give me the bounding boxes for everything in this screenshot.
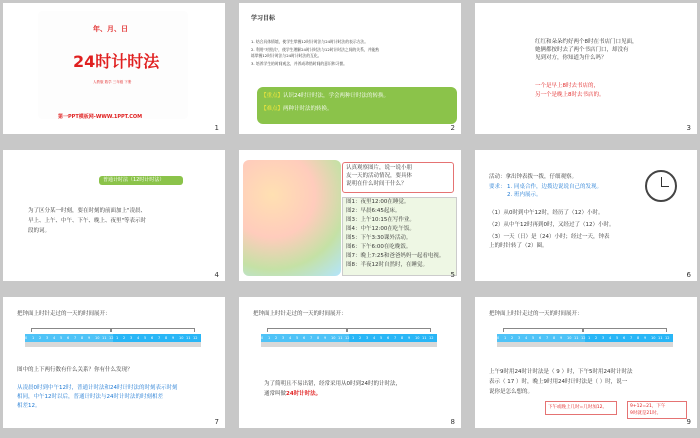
ruler-tick-label: 9 bbox=[172, 335, 175, 340]
ruler-tick-label: 2 bbox=[511, 335, 514, 340]
badge-text: 普通计时法（12时计时法） bbox=[103, 177, 165, 183]
difficulty-label: 【难点】 bbox=[261, 106, 284, 112]
ruler-tick-label: 12 bbox=[193, 335, 198, 340]
ruler-tick-label: 11 bbox=[422, 335, 427, 340]
ruler-tick-label: 10 bbox=[179, 335, 184, 340]
question-line-1: 上午9时用24时计时法是（ 9 ）时，下午5时用24时计时法 bbox=[489, 369, 633, 375]
question-line-3: 见到对方，你知道为什么吗？ bbox=[535, 55, 607, 61]
question-4: 上的时针转了（2）圈。 bbox=[489, 243, 548, 249]
slide-thumbnail-8[interactable] bbox=[239, 297, 461, 428]
ruler-tick-label: 6 bbox=[67, 335, 70, 340]
ruler-tick-label: 5 bbox=[380, 335, 383, 340]
ruler-tick-label: 3 bbox=[282, 335, 285, 340]
slide-thumbnail-4[interactable] bbox=[3, 150, 225, 281]
body-line-3: 段的词。 bbox=[28, 228, 51, 234]
answer-line-2: 另一个是晚上8时去书店的。 bbox=[535, 92, 605, 98]
hint-box bbox=[545, 401, 617, 415]
ruler-tick-label: 7 bbox=[546, 335, 549, 340]
slide-number: 1 bbox=[214, 124, 219, 132]
ruler-tick-label: 3 bbox=[366, 335, 369, 340]
ruler-tick-label: 10 bbox=[415, 335, 420, 340]
slide-number: 8 bbox=[450, 418, 455, 426]
requirement-1: 1. 同桌合作，边拨边说说自己的发现。 bbox=[507, 184, 602, 190]
focus-label: 【重点】 bbox=[261, 93, 284, 99]
body-line-2: 早上、上午、中午、下午、晚上、夜里"等表示时 bbox=[28, 218, 147, 224]
ruler-tick-label: 9 bbox=[408, 335, 411, 340]
list-item: 图7：晚上7:25和爸爸妈妈一起看电视。 bbox=[346, 253, 445, 259]
calc-line-1: 9+12=21，下午 bbox=[630, 404, 666, 409]
question-2: （2）从中午12时再到0时，又经过了（12）小时。 bbox=[489, 222, 615, 228]
answer-line-3: 相差12。 bbox=[17, 403, 41, 409]
question-text: 图中的上下两行数有什么关系？你有什么发现？ bbox=[17, 367, 133, 373]
ruler-tick-label: 7 bbox=[394, 335, 397, 340]
ruler-tick-label: 8 bbox=[165, 335, 168, 340]
ruler-tick-label: 12 bbox=[345, 335, 350, 340]
ruler-tick-label: 8 bbox=[317, 335, 320, 340]
slide-thumbnail-7[interactable] bbox=[3, 297, 225, 428]
slide-thumbnail-5[interactable] bbox=[239, 150, 461, 281]
body-line-2-text: 通常叫做 bbox=[264, 391, 287, 397]
ruler-tick-label: 10 bbox=[331, 335, 336, 340]
ruler-tick-label: 4 bbox=[373, 335, 376, 340]
ruler-tick-label: 12 bbox=[109, 335, 114, 340]
ruler-tick-label: 8 bbox=[553, 335, 556, 340]
body-line-1: 为了简明且不易出错，经常采用从0时到24时的计时法， bbox=[264, 381, 401, 387]
slide-number: 2 bbox=[450, 124, 455, 132]
slide-title: 把钟面上时针走过的一天的时间展开： bbox=[489, 311, 583, 317]
ruler-tick-label: 9 bbox=[560, 335, 563, 340]
ruler-tick-label: 5 bbox=[60, 335, 63, 340]
slide-number: 5 bbox=[450, 271, 455, 279]
ruler-tick-label: 0 bbox=[497, 335, 500, 340]
ruler-tick-label: 3 bbox=[130, 335, 133, 340]
goal-line-4: 3. 培养学生的时间观念，并养成珍惜时间的意识和习惯。 bbox=[251, 61, 347, 66]
requirement-label: 要求： bbox=[489, 184, 506, 190]
list-item: 图4：中午12:00在吃午饭。 bbox=[346, 226, 415, 232]
slide-number: 3 bbox=[686, 124, 691, 132]
slide-footer: 第一PPT模板网-WWW.1PPT.COM bbox=[58, 114, 143, 120]
ruler-tick-label: 3 bbox=[518, 335, 521, 340]
goal-line-1: 1. 结合具体情境，使学生掌握12时计时法与24时计时法的表示方法。 bbox=[251, 39, 369, 44]
difficulty-text: 两种计时法的转换。 bbox=[283, 106, 333, 112]
question-1: （1）从0时到中午12时，经历了（12）小时。 bbox=[489, 210, 604, 216]
slide-number: 7 bbox=[214, 418, 219, 426]
highlight-term: 24时计时法。 bbox=[286, 391, 322, 397]
ruler-tick-label: 8 bbox=[637, 335, 640, 340]
ruler-tick-label: 4 bbox=[53, 335, 56, 340]
ruler-tick-label: 11 bbox=[102, 335, 107, 340]
ruler-tick-label: 2 bbox=[275, 335, 278, 340]
ruler-tick-label: 8 bbox=[81, 335, 84, 340]
ruler-tick-label: 5 bbox=[532, 335, 535, 340]
ruler-tick-label: 11 bbox=[338, 335, 343, 340]
question-line-3: 说你是怎么想的。 bbox=[489, 389, 534, 395]
ruler-tick-label: 2 bbox=[123, 335, 126, 340]
calc-line-2: 9时就是21时。 bbox=[630, 411, 662, 416]
ruler-tick-label: 9 bbox=[324, 335, 327, 340]
slide-heading: 学习目标 bbox=[251, 15, 276, 22]
ruler-tick-label: 11 bbox=[574, 335, 579, 340]
question-3: （3）一天（日）是（24）小时；经过一天，钟表 bbox=[489, 234, 610, 240]
slide-number: 6 bbox=[686, 271, 691, 279]
ruler-tick-label: 12 bbox=[665, 335, 670, 340]
requirement-2: 2. 班内展示。 bbox=[507, 192, 542, 198]
ruler-tick-label: 6 bbox=[151, 335, 154, 340]
method-badge bbox=[99, 176, 183, 185]
ruler-tick-label: 10 bbox=[651, 335, 656, 340]
speech-bubble bbox=[342, 162, 454, 193]
calc-box bbox=[627, 401, 687, 419]
ruler-tick-label: 0 bbox=[261, 335, 264, 340]
slide-title: 24时计时法 bbox=[73, 52, 160, 71]
body-line-1: 为了区分某一时刻，要在时刻的前面加上"凌晨、 bbox=[28, 208, 147, 214]
activity-list bbox=[342, 197, 457, 276]
clock-icon bbox=[645, 170, 677, 202]
ruler-tick-label: 5 bbox=[144, 335, 147, 340]
ruler-tick-label: 3 bbox=[46, 335, 49, 340]
focus-box bbox=[257, 87, 457, 124]
ruler-tick-label: 1 bbox=[268, 335, 271, 340]
question-line-1: 红红和朵朵约好两个8时在书店门口见面， bbox=[535, 39, 638, 45]
hint-text: 下午或晚上几时=几时加12。 bbox=[548, 405, 607, 410]
ruler-tick-label: 4 bbox=[137, 335, 140, 340]
ruler-tick-label: 2 bbox=[39, 335, 42, 340]
ruler-tick-label: 3 bbox=[602, 335, 605, 340]
ruler-tick-label: 11 bbox=[658, 335, 663, 340]
slide-subtitle: 人教版 数学 三年级 下册 bbox=[93, 80, 132, 84]
ruler-tick-label: 9 bbox=[644, 335, 647, 340]
answer-line-1: 一个是早上8时去书店的， bbox=[535, 83, 600, 89]
ruler-tick-label: 0 bbox=[25, 335, 28, 340]
ruler-tick-label: 4 bbox=[609, 335, 612, 340]
goal-line-2: 2. 利用"对照式"，使学生理解24时计时法与12时计时法之间的关系，并能熟 bbox=[251, 47, 380, 52]
question-line-2: 表示（ 17 ）时，晚上9时用24时计时法是（ ）时，说一 bbox=[489, 379, 628, 385]
slide-title: 把钟面上时针走过的一天的时间展开： bbox=[17, 311, 111, 317]
list-item: 图2：早晨6:45起床。 bbox=[346, 208, 401, 214]
bubble-line-1: 认真观察图片，说一说小朋 bbox=[346, 165, 413, 171]
ruler-tick-label: 7 bbox=[158, 335, 161, 340]
ruler-tick-label: 5 bbox=[296, 335, 299, 340]
focus-text: 认识24时计时法，学会两种计时法的转换。 bbox=[283, 93, 390, 99]
ruler-tick-label: 12 bbox=[429, 335, 434, 340]
ruler-tick-label: 1 bbox=[32, 335, 35, 340]
ruler-tick-label: 7 bbox=[74, 335, 77, 340]
ruler-tick-label: 2 bbox=[595, 335, 598, 340]
question-line-2: 她俩都按时去了两个书店门口，却没有 bbox=[535, 47, 629, 53]
answer-line-1: 从凌晨0时到中午12时，普通计时法和24时计时法的时刻表示时刻 bbox=[17, 385, 178, 391]
ruler-tick-label: 2 bbox=[359, 335, 362, 340]
list-item: 图1：夜里12:00在睡觉。 bbox=[346, 199, 410, 205]
slide-thumbnail-9[interactable] bbox=[475, 297, 697, 428]
slide-thumbnail-6[interactable] bbox=[475, 150, 697, 281]
ruler-tick-label: 1 bbox=[504, 335, 507, 340]
slide-thumbnail-1[interactable] bbox=[3, 3, 225, 134]
slide-heading: 年、月、日 bbox=[93, 25, 128, 33]
bubble-line-2: 友一天的活动情况，要具体 bbox=[346, 173, 413, 179]
goal-line-3: 练掌握12时计时法与24时计时法的互化。 bbox=[251, 53, 322, 58]
slide-title: 把钟面上时针走过的一天的时间展开： bbox=[253, 311, 347, 317]
ruler-tick-label: 4 bbox=[525, 335, 528, 340]
body-line-2 bbox=[264, 391, 321, 398]
ruler-tick-label: 11 bbox=[186, 335, 191, 340]
ruler-tick-label: 10 bbox=[95, 335, 100, 340]
ruler-tick-label: 6 bbox=[303, 335, 306, 340]
bubble-line-3: 说明在什么时间干什么？ bbox=[346, 181, 407, 187]
ruler-tick-label: 1 bbox=[116, 335, 119, 340]
ruler-tick-label: 5 bbox=[616, 335, 619, 340]
activity-illustration bbox=[243, 160, 341, 276]
slide-thumbnail-3[interactable] bbox=[475, 3, 697, 134]
slide-number: 9 bbox=[686, 418, 691, 426]
activity-title: 活动：拿出钟表拨一拨，仔细观察。 bbox=[489, 174, 578, 180]
list-item: 图8：半夜12时自然时，在睡觉。 bbox=[346, 262, 428, 268]
ruler-tick-label: 1 bbox=[352, 335, 355, 340]
ruler-tick-label: 6 bbox=[539, 335, 542, 340]
ruler-tick-label: 7 bbox=[310, 335, 313, 340]
list-item: 图3：上午10:15在写作业。 bbox=[346, 217, 415, 223]
ruler-tick-label: 8 bbox=[401, 335, 404, 340]
ruler-tick-label: 9 bbox=[88, 335, 91, 340]
ruler-tick-label: 1 bbox=[588, 335, 591, 340]
list-item: 图5：下午3:30课外活动。 bbox=[346, 235, 412, 241]
slide-thumbnail-2[interactable] bbox=[239, 3, 461, 134]
ruler-tick-label: 4 bbox=[289, 335, 292, 340]
ruler-tick-label: 6 bbox=[387, 335, 390, 340]
slide-number: 4 bbox=[214, 271, 219, 279]
list-item: 图6：下午6:00在吃晚饭。 bbox=[346, 244, 412, 250]
ruler-tick-label: 7 bbox=[630, 335, 633, 340]
answer-line-2: 相同，中午12时以后，普通计时法与24时计时法的时刻相差 bbox=[17, 394, 163, 400]
ruler-tick-label: 10 bbox=[567, 335, 572, 340]
ruler-tick-label: 6 bbox=[623, 335, 626, 340]
ruler-tick-label: 12 bbox=[581, 335, 586, 340]
